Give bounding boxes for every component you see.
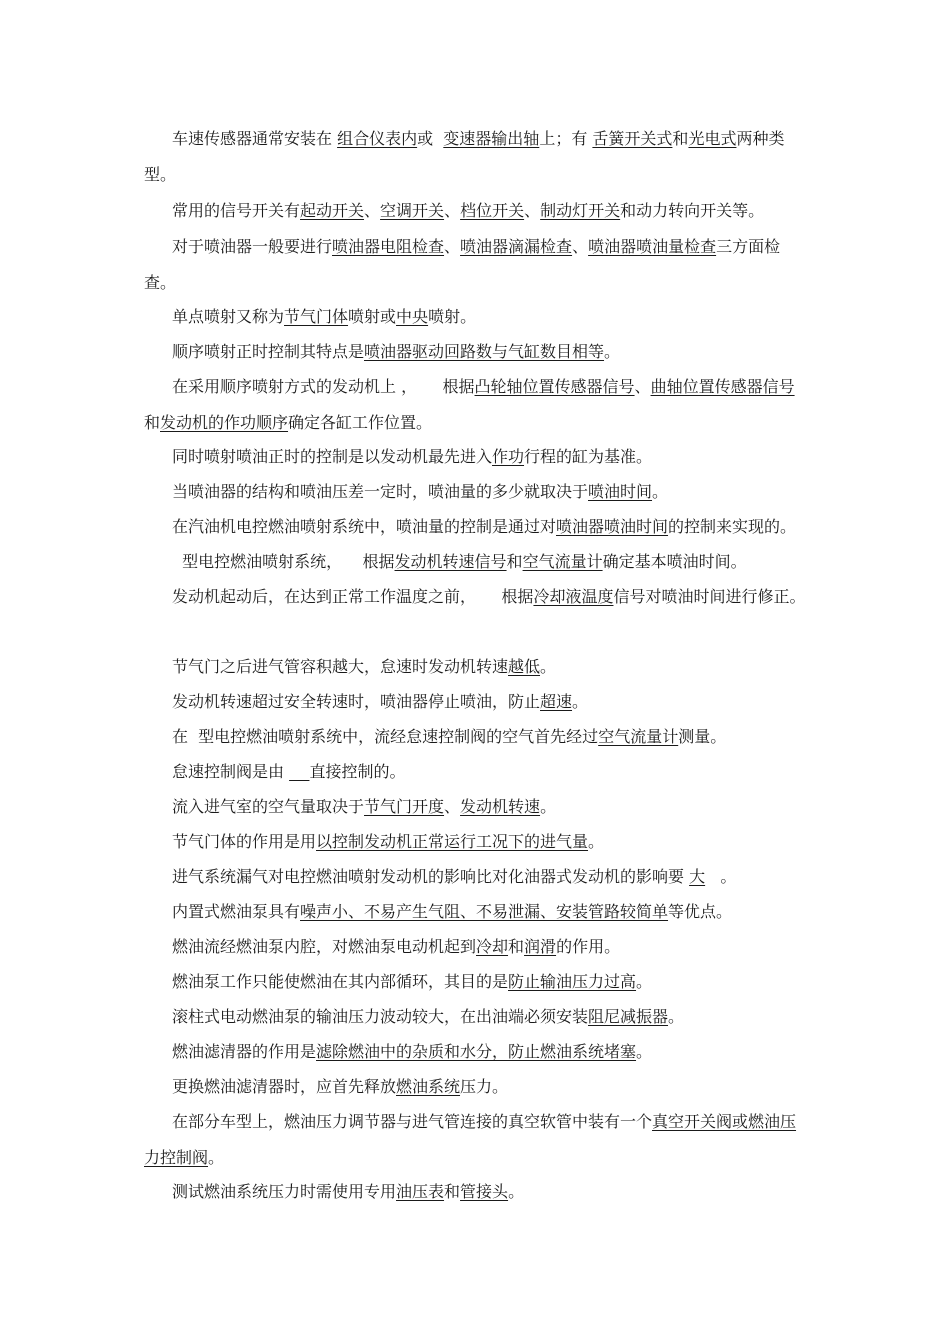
underlined-answer: 防止输油压力过高	[508, 972, 637, 991]
underlined-answer: 档位开关	[460, 201, 525, 220]
underlined-answer: 喷油时间	[588, 482, 653, 501]
text-segment: 喷射或	[348, 307, 397, 326]
paragraph	[144, 1174, 810, 1210]
text-segment: 测试燃油系统压力时需使用专用	[172, 1182, 397, 1201]
text-segment: 、	[444, 201, 461, 220]
text-segment: 。	[508, 1182, 525, 1201]
underlined-answer: 管接头	[460, 1182, 509, 1201]
paragraph	[144, 1104, 810, 1176]
text-segment: 的控制来实现的。	[668, 517, 797, 536]
text-segment: 燃油泵工作只能使燃油在其内部循环，其目的是	[172, 972, 509, 991]
paragraph	[144, 193, 810, 229]
text-segment: 。	[705, 867, 737, 886]
underlined-answer: 大	[689, 867, 706, 886]
text-segment: 怠速控制阀是由	[172, 762, 290, 781]
text-segment: 、	[444, 237, 461, 256]
paragraph	[144, 579, 810, 615]
underlined-answer: 燃油系统	[396, 1077, 461, 1096]
text-segment: 或	[417, 129, 444, 148]
underlined-answer: 阻尼减振器	[588, 1007, 669, 1026]
underlined-answer: 发动机转速信号	[394, 552, 507, 571]
underlined-answer: 喷油器滴漏检查	[460, 237, 573, 256]
underlined-answer: 超速	[540, 692, 573, 711]
underlined-answer: 起动开关	[300, 201, 365, 220]
underlined-answer: 空气流量计	[598, 727, 679, 746]
underlined-answer: 节气门体	[284, 307, 349, 326]
underlined-answer: 节气门开度	[364, 797, 445, 816]
text-segment: 在部分车型上，燃油压力调节器与进气管连接的真空软管中装有一个	[172, 1112, 653, 1131]
paragraph	[144, 1069, 810, 1105]
paragraph	[144, 299, 810, 335]
paragraph	[144, 649, 810, 685]
text-segment: 和	[508, 937, 525, 956]
text-segment: 在采用顺序喷射方式的发动机上 ， 根据	[172, 377, 475, 396]
underlined-answer: 滤除燃油中的杂质和水分，防止燃油系统堵塞	[316, 1042, 637, 1061]
text-segment: 确定各缸工作位置。	[288, 413, 433, 432]
text-segment: 当喷油器的结构和喷油压差一定时，喷油量的多少就取决于	[172, 482, 589, 501]
underlined-answer: 空气流量计	[522, 552, 603, 571]
paragraph	[144, 684, 810, 720]
paragraph	[144, 859, 810, 895]
paragraph	[144, 509, 810, 545]
underlined-answer: 润滑	[524, 937, 557, 956]
text-segment: 节气门之后进气管容积越大，怠速时发动机转速	[172, 657, 509, 676]
underlined-answer: 光电式	[688, 129, 737, 148]
underlined-answer: 发动机转速	[460, 797, 541, 816]
text-segment: 。	[588, 832, 605, 851]
text-segment: 。	[208, 1148, 225, 1167]
text-segment: 。	[540, 797, 557, 816]
paragraph	[144, 754, 810, 790]
text-segment: 确定基本喷油时间。	[602, 552, 747, 571]
text-segment: 和	[506, 552, 523, 571]
text-segment: 发动机起动后，在达到正常工作温度之前， 根据	[172, 587, 534, 606]
underlined-answer: 空调开关	[380, 201, 445, 220]
text-segment: 在 型电控燃油喷射系统中，流经怠速控制阀的空气首先经过	[172, 727, 599, 746]
text-segment: 。	[668, 1007, 685, 1026]
paragraph	[144, 894, 810, 930]
paragraph	[144, 999, 810, 1035]
text-segment: 车速传感器通常安装在	[172, 129, 338, 148]
underlined-answer: 以控制发动机正常运行工况下的进气量	[316, 832, 589, 851]
underlined-answer: 制动灯开关	[540, 201, 621, 220]
text-segment: 和	[144, 413, 161, 432]
text-segment: 内置式燃油泵具有	[172, 902, 301, 921]
paragraph	[144, 121, 810, 193]
underlined-answer: 真空开关阀或燃油压力控制阀	[144, 1112, 797, 1167]
underlined-answer: 喷油器电阻检查	[332, 237, 445, 256]
underlined-answer: 喷油器驱动回路数与气缸数目相等	[364, 342, 605, 361]
paragraph	[144, 964, 810, 1000]
text-segment: 单点喷射又称为	[172, 307, 285, 326]
text-segment: 、	[524, 201, 541, 220]
text-segment: 进气系统漏气对电控燃油喷射发动机的影响比对化油器式发动机的影响要	[172, 867, 690, 886]
paragraph	[144, 929, 810, 965]
text-segment: 喷射。	[428, 307, 477, 326]
underlined-answer: 冷却液温度	[533, 587, 614, 606]
text-segment: 测量。	[678, 727, 727, 746]
paragraph	[144, 544, 810, 580]
text-segment: 更换燃油滤清器时，应首先释放	[172, 1077, 397, 1096]
text-segment: 。	[572, 692, 589, 711]
text-segment: 常用的信号开关有	[172, 201, 301, 220]
text-segment: 信号对喷油时间进行修正。	[613, 587, 806, 606]
paragraph	[144, 824, 810, 860]
underlined-answer: 曲轴位置传感器信号	[650, 377, 795, 396]
text-segment: 、	[634, 377, 651, 396]
paragraph	[144, 719, 810, 755]
text-segment: 节气门体的作用是用	[172, 832, 317, 851]
underlined-answer: 喷油器喷油时间	[556, 517, 669, 536]
text-segment: 、	[364, 201, 381, 220]
underlined-answer: 油压表	[396, 1182, 445, 1201]
underlined-answer: 舌簧开关式	[592, 129, 673, 148]
text-segment: 燃油滤清器的作用是	[172, 1042, 317, 1061]
paragraph	[144, 789, 810, 825]
text-segment: 和	[672, 129, 689, 148]
paragraph	[144, 369, 810, 441]
underlined-answer: 作功	[492, 447, 525, 466]
paragraph	[144, 229, 810, 301]
text-segment: 。	[636, 972, 653, 991]
text-segment: 和动力转向开关等。	[620, 201, 765, 220]
text-segment: 。	[540, 657, 557, 676]
underlined-answer: 越低	[508, 657, 541, 676]
text-segment: 滚柱式电动燃油泵的输油压力波动较大，在出油端必须安装	[172, 1007, 589, 1026]
underlined-answer: 组合仪表内	[337, 129, 418, 148]
paragraph	[144, 439, 810, 475]
paragraph	[144, 474, 810, 510]
text-segment: 。	[636, 1042, 653, 1061]
underlined-answer: 喷油器喷油量检查	[588, 237, 717, 256]
text-segment: 压力。	[460, 1077, 509, 1096]
text-segment: 三方面检查。	[144, 237, 781, 292]
underlined-answer: 中央	[396, 307, 429, 326]
text-segment: 等优点。	[668, 902, 733, 921]
text-segment: 直接控制的。	[309, 762, 406, 781]
text-segment: 、	[444, 797, 461, 816]
text-segment: 型电控燃油喷射系统， 根据	[172, 552, 395, 571]
underlined-answer: 变速器输出轴	[443, 129, 540, 148]
text-segment: 在汽油机电控燃油喷射系统中，喷油量的控制是通过对	[172, 517, 557, 536]
text-segment: 、	[572, 237, 589, 256]
text-segment: 上；有	[539, 129, 593, 148]
underlined-answer: 冷却	[476, 937, 509, 956]
underlined-answer: 发动机的作功顺序	[160, 413, 289, 432]
text-segment: 同时喷射喷油正时的控制是以发动机最先进入	[172, 447, 493, 466]
underlined-answer	[289, 762, 309, 781]
text-segment: 和	[444, 1182, 461, 1201]
text-segment: 发动机转速超过安全转速时，喷油器停止喷油，防止	[172, 692, 541, 711]
text-segment: 燃油流经燃油泵内腔，对燃油泵电动机起到	[172, 937, 477, 956]
underlined-answer: 凸轮轴位置传感器信号	[474, 377, 635, 396]
text-segment: 。	[652, 482, 669, 501]
text-segment: 。	[604, 342, 621, 361]
paragraph	[144, 334, 810, 370]
text-segment: 两种类型。	[144, 129, 785, 184]
text-segment: 的作用。	[556, 937, 621, 956]
text-segment: 行程的缸为基准。	[524, 447, 653, 466]
paragraph	[144, 1034, 810, 1070]
text-segment: 流入进气室的空气量取决于	[172, 797, 365, 816]
text-segment: 顺序喷射正时控制其特点是	[172, 342, 365, 361]
text-segment: 对于喷油器一般要进行	[172, 237, 333, 256]
underlined-answer: 噪声小、不易产生气阻、不易泄漏、安装管路较简单	[300, 902, 669, 921]
